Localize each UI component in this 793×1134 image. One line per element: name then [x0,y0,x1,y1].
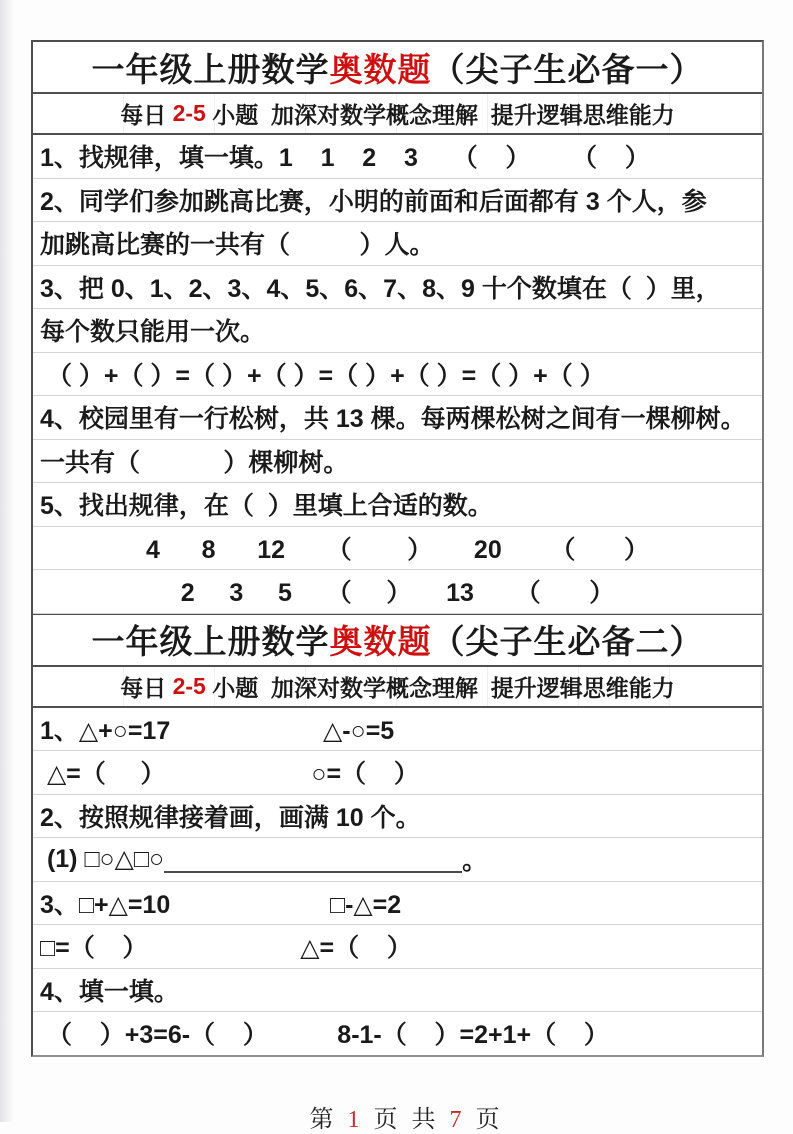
s2-question-3-line2 [33,925,762,969]
s1-question-1 [33,135,762,179]
footer-seg3: 页 [465,1107,504,1133]
s1-q5-text: 5、找出规律，在（ ）里填上合适的数。 [40,492,493,521]
section1-title-highlight: 奥数题 [329,50,432,88]
section2-title-highlight: 奥数题 [329,623,432,660]
s1-question-3-line1 [33,266,762,310]
s1-q5-sequence-2 [33,570,762,614]
s2-q4-text: 4、填一填。 [40,977,179,1006]
section2-subtitle-post: 小题 加深对数学概念理解 提升逻辑思维能力 [205,674,675,701]
s1-q1-text: 1、找规律，填一填。1 1 2 3 （ ） （ ） [40,144,650,173]
s2-q2-text: 2、按照规律接着画，画满 10 个。 [40,803,421,832]
s1-q4-text-1: 4、校园里有一行松树，共 13 棵。每两棵松树之间有一棵柳树。 [40,405,746,434]
s2-q2-item1-shapes: (1) □○△□○ [40,845,165,874]
section1-title [33,42,762,94]
section2-subtitle-pre: 每日 [120,674,173,701]
s1-question-2-line1 [33,179,762,223]
s2-q4-equation-text: （ ）+3=6-（ ） 8-1-（ ）=2+1+（ ） [40,1021,609,1050]
s2-question-1-line1 [33,708,762,752]
section1-subtitle-pre: 每日 [120,102,173,128]
s2-question-4-equation [33,1012,762,1055]
section1-subtitle-highlight: 2-5 [172,100,206,126]
section2-subtitle [33,667,762,708]
footer-seg1: 第 [309,1107,348,1133]
s1-question-4-line1 [33,396,762,440]
s2-q3-text-2: □=（ ） △=（ ） [40,934,412,963]
section1-subtitle [33,94,762,135]
section1-title-pre: 一年级上册数学 [91,50,330,88]
s2-q1-text-2: △=（ ） ○=（ ） [40,760,419,789]
footer-total-pages: 7 [449,1107,466,1133]
s1-question-4-line2 [33,440,762,484]
s2-question-4 [33,969,762,1013]
section2-title-pre: 一年级上册数学 [91,623,330,660]
s2-question-2 [33,795,762,839]
section2-subtitle-highlight: 2-5 [172,672,206,699]
s2-question-2-item1 [33,838,762,882]
s1-q3-text-2: 每个数只能用一次。 [40,318,266,347]
s1-sequence-1-text: 4 8 12 （ ） 20 （ ） [146,535,649,564]
worksheet-table [31,40,764,1057]
s1-sequence-2-text: 2 3 5 （ ） 13 （ ） [180,579,615,608]
s2-question-1-line2 [33,751,762,795]
s2-q3-text-1: 3、□+△=10 □-△=2 [40,890,402,919]
s2-q1-text-1: 1、△+○=17 △-○=5 [40,716,395,745]
s1-question-3-line2 [33,309,762,353]
s1-q3-equation-text: （ ）+（ ）=（ ）+（ ）=（ ）+（ ）=（ ）+（ ） [40,361,605,390]
s1-q4-text-2: 一共有（ ）棵柳树。 [40,448,349,477]
footer-page-number: 1 [347,1107,364,1133]
s1-q5-sequence-1 [33,527,762,571]
answer-blank-line [164,845,462,873]
s1-question-5 [33,483,762,527]
footer-seg2: 页 共 [363,1107,450,1133]
s1-question-3-equation [33,353,762,397]
section2-title [33,614,762,667]
s1-q2-text-1: 2、同学们参加跳高比赛，小明的前面和后面都有 3 个人，参 [40,187,707,216]
s1-q3-text-1: 3、把 0、1、2、3、4、5、6、7、8、9 十个数填在（ ）里， [40,274,721,303]
section1-title-post: （尖子生必备一） [431,50,704,88]
section2-title-post: （尖子生必备二） [431,623,704,660]
page-footer [0,1072,793,1134]
s1-question-2-line2 [33,222,762,266]
page-left-shadow [0,0,14,1122]
section1-subtitle-post: 小题 加深对数学概念理解 提升逻辑思维能力 [205,102,675,128]
s2-question-3-line1 [33,882,762,926]
s1-q2-text-2: 加跳高比赛的一共有（ ）人。 [40,231,435,260]
s2-q2-item1-period: 。 [462,847,488,876]
